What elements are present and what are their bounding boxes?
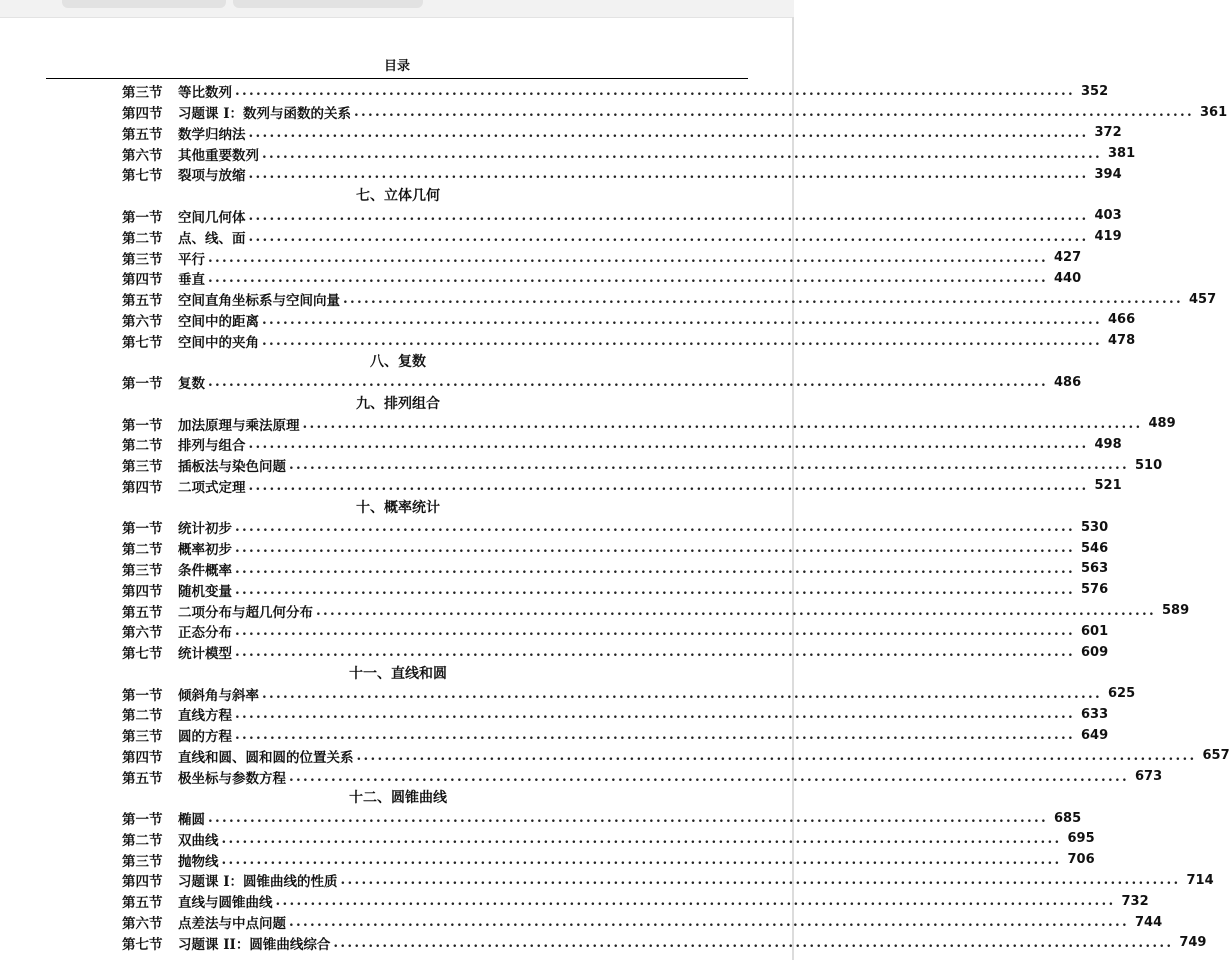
dot-leader: ........................................................................................................................ xyxy=(221,851,1062,868)
section-number: 第一节 xyxy=(122,687,163,704)
toc-entry[interactable] xyxy=(122,704,1109,725)
dot-leader: ........................................................................................................................ xyxy=(235,706,1075,723)
chapter-heading: 八、复数 xyxy=(370,354,426,371)
chapter-heading: 十一、直线和圆 xyxy=(349,665,447,682)
toc-entry[interactable] xyxy=(122,559,1109,580)
section-title: 概率初步 xyxy=(178,542,232,559)
section-title: 空间直角坐标系与空间向量 xyxy=(178,293,340,310)
section-number: 第三节 xyxy=(122,853,163,870)
toc-entry[interactable] xyxy=(122,247,1082,268)
page-number: 419 xyxy=(1094,229,1122,245)
toc-entry[interactable] xyxy=(122,413,1176,434)
page-number: 589 xyxy=(1162,603,1190,619)
toc-entry[interactable] xyxy=(122,164,1122,185)
section-number: 第三节 xyxy=(122,459,163,476)
page-number: 498 xyxy=(1094,436,1122,452)
page-number: 530 xyxy=(1081,519,1109,535)
section-number: 第三节 xyxy=(122,251,163,268)
section-number: 第五节 xyxy=(122,293,163,310)
page-number: 695 xyxy=(1067,831,1095,847)
section-title: 习题课 I：圆锥曲线的性质 xyxy=(178,874,338,891)
section-number: 第七节 xyxy=(122,168,163,185)
section-number: 第五节 xyxy=(122,126,163,143)
page-number: 403 xyxy=(1094,208,1122,224)
section-title: 习题课 II：圆锥曲线综合 xyxy=(178,936,331,953)
section-number: 第一节 xyxy=(122,812,163,829)
section-number: 第三节 xyxy=(122,85,163,102)
dot-leader: ........................................................................................................................ xyxy=(262,332,1102,349)
toc-entry[interactable] xyxy=(122,289,1217,310)
section-title: 排列与组合 xyxy=(178,438,246,455)
browser-tab-bar xyxy=(0,0,794,18)
section-number: 第七节 xyxy=(122,936,163,953)
section-title: 随机变量 xyxy=(178,583,232,600)
dot-leader: ........................................................................................................................ xyxy=(356,747,1197,764)
section-number: 第五节 xyxy=(122,604,163,621)
section-title: 二项式定理 xyxy=(178,479,246,496)
page-number: 427 xyxy=(1054,250,1082,265)
chapter-heading: 十二、圆锥曲线 xyxy=(349,790,447,807)
page-number: 601 xyxy=(1081,623,1109,639)
section-number: 第六节 xyxy=(122,625,163,642)
dot-leader: ........................................................................................................................ xyxy=(208,270,1048,287)
section-number: 第七节 xyxy=(122,334,163,351)
section-number: 第六节 xyxy=(122,147,163,164)
dot-leader: ........................................................................................................................ xyxy=(302,415,1143,432)
dot-leader: ........................................................................................................................ xyxy=(343,291,1183,308)
dot-leader: ........................................................................................................................ xyxy=(333,934,1174,951)
section-title: 习题课 I：数列与函数的关系 xyxy=(178,106,352,123)
page-number: 563 xyxy=(1081,561,1109,577)
section-title: 等比数列 xyxy=(178,85,232,102)
section-title: 统计初步 xyxy=(178,521,232,538)
table-of-contents xyxy=(122,81,1230,953)
section-title: 数学归纳法 xyxy=(178,126,246,143)
page-number: 546 xyxy=(1081,540,1109,556)
section-title: 极坐标与参数方程 xyxy=(178,770,286,787)
dot-leader: ........................................................................................................................ xyxy=(262,145,1102,162)
section-number: 第二节 xyxy=(122,230,163,247)
section-title: 空间几何体 xyxy=(178,209,246,226)
section-number: 第四节 xyxy=(122,479,163,496)
dot-leader: ........................................................................................................................ xyxy=(235,560,1075,577)
toc-entry[interactable] xyxy=(122,766,1163,787)
toc-entry[interactable] xyxy=(122,309,1136,330)
page-number: 633 xyxy=(1081,706,1109,722)
toc-entry[interactable] xyxy=(122,517,1109,538)
section-title: 条件概率 xyxy=(178,562,232,579)
dot-leader: ........................................................................................................................ xyxy=(235,623,1075,640)
page-number: 372 xyxy=(1094,125,1122,141)
dot-leader: ........................................................................................................................ xyxy=(208,249,1048,266)
toc-entry[interactable] xyxy=(122,725,1109,746)
section-number: 第四节 xyxy=(122,106,163,123)
page-number: 625 xyxy=(1108,686,1136,702)
section-number: 第五节 xyxy=(122,895,163,912)
chapter-heading: 九、排列组合 xyxy=(356,395,440,412)
page-number: 576 xyxy=(1081,582,1109,598)
page-number: 361 xyxy=(1200,104,1228,120)
toc-entry[interactable] xyxy=(122,434,1122,455)
toc-entry[interactable] xyxy=(122,372,1082,393)
dot-leader: ........................................................................................................................ xyxy=(235,727,1075,744)
section-title: 点、线、面 xyxy=(178,230,246,247)
page-number: 673 xyxy=(1135,769,1163,785)
page-number: 657 xyxy=(1202,748,1230,764)
toc-entry[interactable] xyxy=(122,123,1122,144)
page-number: 381 xyxy=(1108,146,1136,162)
chapter-heading: 十、概率统计 xyxy=(356,499,440,516)
section-number: 第四节 xyxy=(122,272,163,289)
dot-leader: ........................................................................................................................ xyxy=(262,311,1102,328)
section-title: 抛物线 xyxy=(178,853,219,870)
section-title: 圆的方程 xyxy=(178,729,232,746)
dot-leader: ........................................................................................................................ xyxy=(221,830,1062,847)
section-title: 椭圆 xyxy=(178,812,205,829)
page-number: 440 xyxy=(1054,270,1082,286)
dot-leader: ........................................................................................................................ xyxy=(235,519,1075,536)
page-number: 457 xyxy=(1189,291,1217,307)
dot-leader: ........................................................................................................................ xyxy=(289,914,1129,930)
toc-entry[interactable] xyxy=(122,849,1095,870)
section-title: 双曲线 xyxy=(178,832,219,849)
page-number: 486 xyxy=(1054,374,1082,390)
toc-entry[interactable] xyxy=(122,683,1136,704)
section-number: 第三节 xyxy=(122,562,163,579)
page-number: 744 xyxy=(1135,914,1163,930)
page-number: 352 xyxy=(1081,83,1109,99)
section-title: 统计模型 xyxy=(178,646,232,663)
dot-leader: ........................................................................................................................ xyxy=(235,540,1075,557)
section-number: 第一节 xyxy=(122,521,163,538)
section-number: 第一节 xyxy=(122,209,163,226)
section-number: 第五节 xyxy=(122,770,163,787)
section-title: 倾斜角与斜率 xyxy=(178,687,259,704)
dot-leader: ........................................................................................................................ xyxy=(235,644,1075,661)
section-number: 第三节 xyxy=(122,729,163,746)
dot-leader: ........................................................................................................................ xyxy=(248,124,1089,141)
section-title: 裂项与放缩 xyxy=(178,168,246,185)
page-number: 394 xyxy=(1094,166,1122,182)
toc-entry[interactable] xyxy=(122,870,1214,891)
section-title: 直线方程 xyxy=(178,708,232,725)
browser-tab[interactable] xyxy=(233,0,423,8)
section-number: 第四节 xyxy=(122,583,163,600)
section-number: 第二节 xyxy=(122,832,163,849)
dot-leader: ........................................................................................................................ xyxy=(248,436,1089,453)
toc-entry[interactable] xyxy=(122,268,1082,289)
toc-entry[interactable] xyxy=(122,932,1207,953)
dot-leader: ........................................................................................................................ xyxy=(275,893,1116,910)
section-title: 垂直 xyxy=(178,272,205,289)
section-number: 第七节 xyxy=(122,646,163,663)
page-number: 685 xyxy=(1054,810,1082,826)
toc-entry[interactable] xyxy=(122,455,1163,476)
dot-leader: ........................................................................................................................ xyxy=(248,228,1089,245)
section-number: 第二节 xyxy=(122,438,163,455)
section-title: 加法原理与乘法原理 xyxy=(178,417,300,434)
dot-leader: ........................................................................................................................ xyxy=(208,810,1048,827)
page-number: 609 xyxy=(1081,644,1109,660)
dot-leader: ........................................................................................................................ xyxy=(208,374,1048,391)
section-title: 直线与圆锥曲线 xyxy=(178,895,273,912)
toc-entry[interactable] xyxy=(122,891,1149,912)
toc-entry[interactable] xyxy=(122,912,1163,933)
toc-entry[interactable] xyxy=(122,226,1122,247)
page-number: 749 xyxy=(1179,935,1207,951)
section-number: 第六节 xyxy=(122,916,163,932)
section-title: 直线和圆、圆和圆的位置关系 xyxy=(178,749,354,766)
section-number: 第四节 xyxy=(122,874,163,891)
dot-leader: ........................................................................................................................ xyxy=(235,83,1075,100)
page-number: 706 xyxy=(1067,852,1095,868)
page-number: 466 xyxy=(1108,312,1136,328)
section-title: 复数 xyxy=(178,376,205,393)
dot-leader: ........................................................................................................................ xyxy=(262,685,1102,702)
section-number: 第二节 xyxy=(122,708,163,725)
section-number: 第六节 xyxy=(122,313,163,330)
toc-entry[interactable] xyxy=(122,143,1136,164)
page-title: 目录 xyxy=(383,59,410,74)
toc-entry[interactable] xyxy=(122,476,1122,497)
toc-entry[interactable] xyxy=(122,642,1109,663)
toc-entry[interactable] xyxy=(122,538,1109,559)
section-number: 第一节 xyxy=(122,376,163,393)
section-number: 第四节 xyxy=(122,749,163,766)
toc-entry[interactable] xyxy=(122,102,1228,123)
dot-leader: ........................................................................................................................ xyxy=(235,581,1075,598)
section-title: 点差法与中点问题 xyxy=(178,916,286,932)
section-number: 第一节 xyxy=(122,417,163,434)
toc-entry[interactable] xyxy=(122,81,1109,102)
toc-entry[interactable] xyxy=(122,206,1122,227)
chapter-heading: 七、立体几何 xyxy=(356,188,440,205)
section-title: 插板法与染色问题 xyxy=(178,459,286,476)
section-number: 第二节 xyxy=(122,542,163,559)
toc-entry[interactable] xyxy=(122,746,1230,767)
section-title: 正态分布 xyxy=(178,625,232,642)
dot-leader: ........................................................................................................................ xyxy=(354,104,1195,121)
title-rule xyxy=(46,78,748,79)
dot-leader: ........................................................................................................................ xyxy=(248,166,1089,183)
toc-entry[interactable] xyxy=(122,829,1095,850)
dot-leader: ........................................................................................................................ xyxy=(316,602,1156,619)
toc-entry[interactable] xyxy=(122,579,1109,600)
page-number: 510 xyxy=(1135,457,1163,473)
toc-entry[interactable] xyxy=(122,808,1082,829)
page-number: 649 xyxy=(1081,727,1109,743)
page-number: 714 xyxy=(1186,872,1214,888)
section-title: 空间中的距离 xyxy=(178,313,259,330)
toc-entry[interactable] xyxy=(122,330,1136,351)
dot-leader: ........................................................................................................................ xyxy=(248,477,1089,494)
toc-entry[interactable] xyxy=(122,621,1109,642)
browser-tab[interactable] xyxy=(62,0,226,8)
page-number: 521 xyxy=(1094,478,1122,494)
page-number: 732 xyxy=(1121,893,1149,909)
dot-leader: ........................................................................................................................ xyxy=(248,207,1089,224)
section-title: 其他重要数列 xyxy=(178,147,259,164)
toc-entry[interactable] xyxy=(122,600,1190,621)
page-number: 478 xyxy=(1108,333,1136,349)
dot-leader: ........................................................................................................................ xyxy=(289,768,1129,785)
dot-leader: ........................................................................................................................ xyxy=(340,872,1181,889)
section-title: 空间中的夹角 xyxy=(178,334,259,351)
section-title: 二项分布与超几何分布 xyxy=(178,604,313,621)
section-title: 平行 xyxy=(178,251,205,268)
page-number: 489 xyxy=(1148,416,1176,432)
dot-leader: ........................................................................................................................ xyxy=(289,457,1129,474)
